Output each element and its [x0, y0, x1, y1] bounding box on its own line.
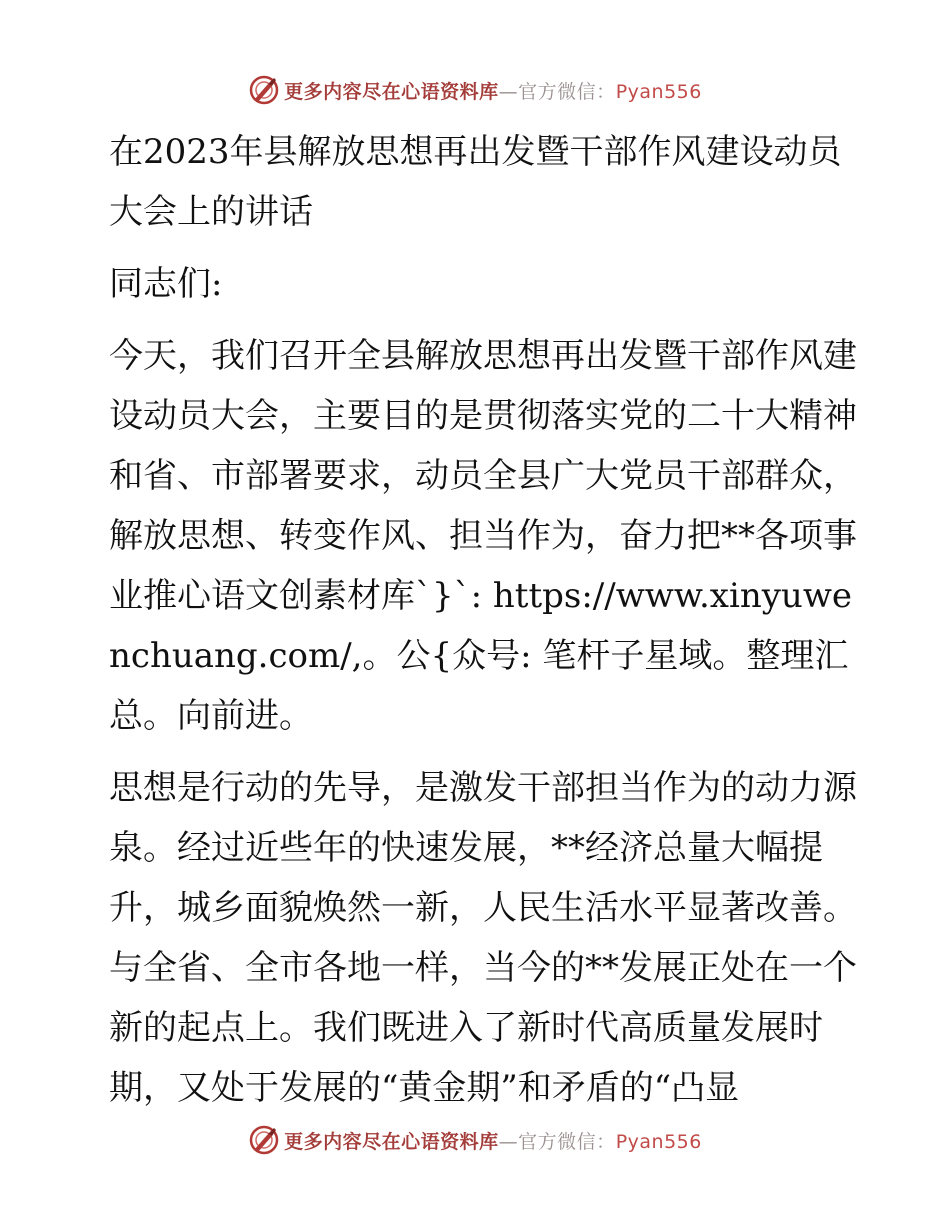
- document-title: 在2023年县解放思想再出发暨干部作风建设动员大会上的讲话: [109, 132, 842, 232]
- pen-logo-icon: [248, 1124, 280, 1156]
- watermark-brand: 更多内容尽在心语资料库: [284, 80, 499, 103]
- watermark-contact-label: 官方微信：: [518, 80, 616, 103]
- pen-logo-icon: [248, 74, 280, 106]
- watermark-contact-label: 官方微信：: [518, 1130, 616, 1153]
- document-body: [97, 122, 857, 1118]
- greeting: 同志们:: [109, 264, 223, 304]
- watermark-contact-id: Pyan556: [615, 80, 702, 103]
- watermark-brand: 更多内容尽在心语资料库: [284, 1130, 499, 1153]
- paragraph-2: 思想是行动的先导，是激发干部担当作为的动力源泉。经过近些年的快速发展，**经济总量大幅提升，城乡面貌焕然一新，人民生活水平显著改善。与全省、全市各地一样，当今的**发展正处在一个新的起点上。我们既进入了新时代高质量发展时期，又处于发展的“黄金期”和矛盾的“凸显: [109, 768, 857, 1108]
- watermark-separator: —: [498, 1130, 519, 1153]
- paragraph-1: 今天，我们召开全县解放思想再出发暨干部作风建设动员大会，主要目的是贯彻落实党的二十大精神和省、市部署要求，动员全县广大党员干部群众，解放思想、转变作风、担当作为，奋力把**各项事业推心语文创素材库`}`: https://www.xinyuwenchuang.com/,。公{众号: 笔杆子星域。整理汇总。向前进。: [109, 336, 857, 736]
- watermark-contact-id: Pyan556: [615, 1130, 702, 1153]
- watermark-banner-top: [0, 70, 950, 110]
- watermark-text: [284, 77, 702, 104]
- watermark-banner-bottom: [0, 1120, 950, 1160]
- watermark-separator: —: [498, 80, 519, 103]
- watermark-text: [284, 1127, 702, 1154]
